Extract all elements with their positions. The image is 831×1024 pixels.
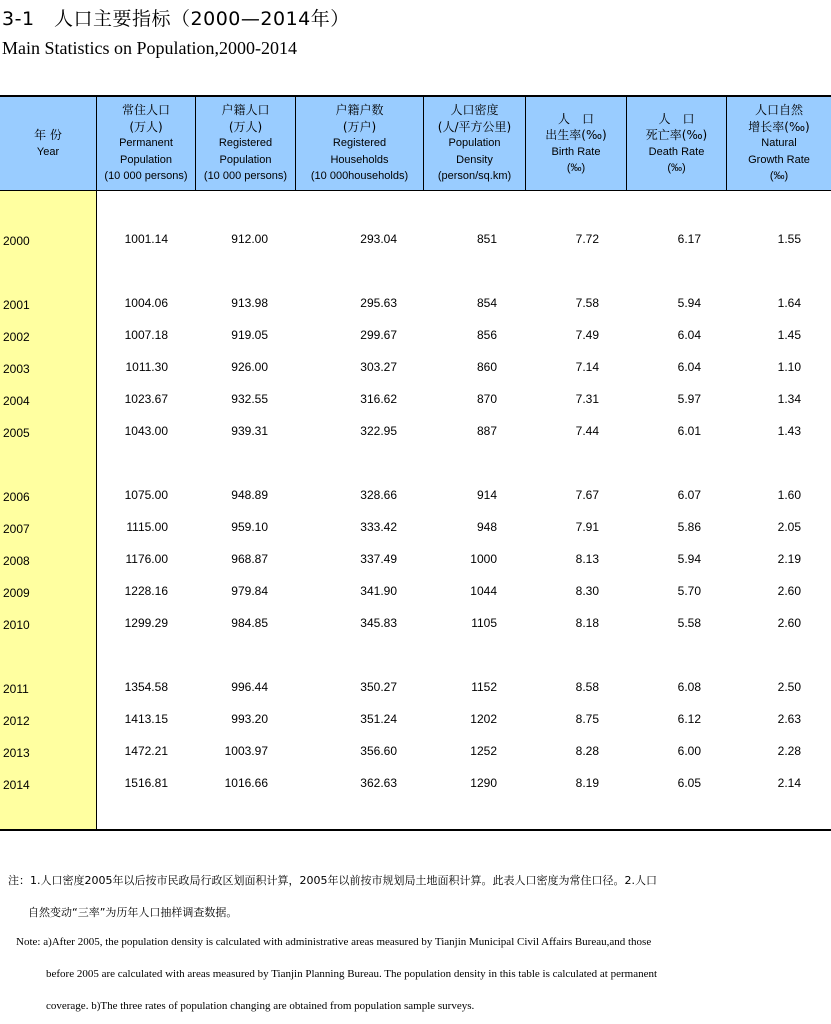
header-cn-sublabel: 死亡率(‰)	[645, 128, 708, 142]
table-row	[0, 488, 831, 508]
header-en-label: (‰)	[667, 162, 686, 174]
cell-permanent-population: 1011.30	[125, 360, 168, 374]
cell-natural-growth-rate: 1.43	[777, 424, 801, 438]
header-en-label: (‰)	[566, 162, 586, 174]
header-cn-sublabel: (万户)	[342, 119, 377, 134]
cell-registered-population: 979.84	[231, 584, 268, 598]
table-row	[0, 744, 831, 764]
cell-year: 2001	[3, 298, 30, 312]
cell-permanent-population: 1413.15	[124, 712, 168, 726]
cell-death-rate: 5.86	[677, 520, 701, 534]
cell-year: 2012	[3, 714, 30, 728]
cell-registered-population: 932.55	[231, 392, 268, 406]
cell-natural-growth-rate: 2.60	[777, 584, 801, 598]
header-cn-label: 年 份	[34, 128, 62, 142]
cell-year: 2009	[3, 586, 30, 600]
cell-birth-rate: 7.44	[575, 424, 599, 438]
header-registered-population	[196, 97, 295, 190]
cell-population-density: 1105	[471, 616, 497, 630]
cell-permanent-population: 1023.67	[124, 392, 168, 406]
cell-birth-rate: 8.58	[575, 680, 599, 694]
cell-registered-population: 1016.66	[224, 776, 268, 790]
cell-death-rate: 5.97	[677, 392, 701, 406]
header-cn-sublabel: (万人)	[129, 119, 163, 134]
note-cn-line-2: 自然变动“三率”为历年人口抽样调查数据。	[28, 906, 238, 919]
cell-year: 2005	[3, 426, 30, 440]
cell-death-rate: 6.08	[677, 680, 701, 694]
cell-population-density: 1152	[471, 680, 497, 694]
header-en-label: Households	[330, 153, 389, 166]
cell-death-rate: 6.12	[677, 712, 701, 726]
cell-natural-growth-rate: 2.05	[777, 520, 801, 534]
cell-registered-population: 939.31	[231, 424, 268, 438]
cell-registered-households: 316.62	[360, 392, 397, 406]
cell-population-density: 948	[476, 520, 497, 534]
cell-death-rate: 6.04	[677, 360, 701, 374]
cell-permanent-population: 1516.81	[124, 776, 168, 790]
header-divider	[626, 97, 627, 190]
cell-population-density: 887	[476, 424, 497, 438]
header-cn-sublabel: 出生率(‰)	[545, 128, 607, 142]
table-row	[0, 552, 831, 572]
cell-population-density: 1202	[470, 712, 497, 726]
cell-natural-growth-rate: 2.19	[777, 552, 801, 566]
cell-registered-households: 351.24	[360, 712, 397, 726]
cell-death-rate: 6.07	[677, 488, 701, 502]
header-cn-sublabel: 增长率(‰)	[748, 119, 810, 134]
cell-registered-households: 293.04	[360, 232, 397, 246]
table-bottom-rule	[0, 829, 831, 831]
table-row	[0, 360, 831, 380]
cell-registered-households: 350.27	[360, 680, 397, 694]
cell-natural-growth-rate: 2.63	[777, 712, 801, 726]
cell-permanent-population: 1007.18	[124, 328, 168, 342]
cell-registered-households: 345.83	[360, 616, 397, 630]
header-en-label: Population	[219, 153, 272, 166]
cell-natural-growth-rate: 1.45	[777, 328, 801, 342]
cell-natural-growth-rate: 1.60	[777, 488, 801, 502]
cell-birth-rate: 8.19	[575, 776, 599, 790]
cell-registered-population: 926.00	[231, 360, 268, 374]
table-title-chinese: 3-1 人口主要指标（2000—2014年）	[2, 8, 350, 30]
table-title-english: Main Statistics on Population,2000-2014	[2, 38, 297, 58]
header-en-label: Population	[448, 137, 501, 150]
cell-registered-households: 328.66	[360, 488, 397, 502]
cell-population-density: 1044	[470, 584, 497, 598]
cell-year: 2003	[3, 362, 30, 376]
cell-population-density: 1000	[470, 552, 497, 566]
header-natural-growth-rate	[727, 97, 831, 190]
cell-death-rate: 6.05	[677, 776, 701, 790]
cell-registered-households: 341.90	[360, 584, 397, 598]
header-birth-rate	[526, 97, 626, 190]
cell-registered-households: 303.27	[360, 360, 397, 374]
cell-birth-rate: 8.75	[575, 712, 599, 726]
header-population-density	[424, 97, 525, 190]
cell-natural-growth-rate: 2.14	[777, 776, 801, 790]
cell-year: 2006	[3, 490, 30, 504]
cell-population-density: 856	[476, 328, 497, 342]
header-en-label: Natural	[761, 137, 797, 150]
note-cn-line-1: 注：1.人口密度2005年以后按市民政局行政区划面积计算，2005年以前按市规划局土地面积计算。此表人口密度为常住口径。2.人口	[8, 874, 657, 887]
header-cn-label: 户籍人口	[221, 103, 270, 118]
cell-population-density: 1290	[470, 776, 497, 790]
cell-death-rate: 6.17	[677, 232, 701, 246]
cell-year: 2002	[3, 330, 30, 344]
cell-year: 2008	[3, 554, 30, 568]
cell-registered-population: 1003.97	[224, 744, 268, 758]
header-en-label: Year	[36, 145, 60, 158]
table-header	[0, 97, 831, 191]
cell-registered-households: 362.63	[360, 776, 397, 790]
cell-registered-population: 919.05	[231, 328, 268, 342]
table-row	[0, 584, 831, 604]
cell-natural-growth-rate: 1.10	[777, 360, 801, 374]
cell-permanent-population: 1472.21	[124, 744, 168, 758]
cell-population-density: 914	[476, 488, 497, 502]
cell-birth-rate: 7.31	[575, 392, 599, 406]
header-cn-sublabel: (万人)	[228, 119, 263, 134]
cell-year: 2014	[3, 778, 30, 792]
cell-population-density: 851	[476, 232, 497, 246]
header-death-rate	[627, 97, 726, 190]
cell-registered-population: 984.85	[231, 616, 268, 630]
cell-permanent-population: 1043.00	[124, 424, 168, 438]
cell-registered-population: 968.87	[231, 552, 268, 566]
cell-year: 2007	[3, 522, 30, 536]
header-cn-label: 人 口	[658, 111, 695, 126]
header-divider	[423, 97, 424, 190]
cell-population-density: 1252	[470, 744, 497, 758]
header-en-label: Birth Rate	[551, 145, 601, 158]
table-row	[0, 712, 831, 732]
note-en-line-2: before 2005 are calculated with areas measured by Tianjin Planning Bureau. The population density in this table is calculated at permanent	[46, 968, 658, 980]
cell-natural-growth-rate: 2.28	[777, 744, 801, 758]
cell-year: 2013	[3, 746, 30, 760]
cell-population-density: 870	[476, 392, 497, 406]
header-en-label: Density	[456, 153, 493, 166]
header-divider	[525, 97, 526, 190]
cell-birth-rate: 7.14	[575, 360, 599, 374]
header-en-label: (10 000 persons)	[203, 170, 288, 183]
cell-natural-growth-rate: 2.50	[777, 680, 801, 694]
cell-permanent-population: 1228.16	[124, 584, 168, 598]
cell-registered-population: 913.98	[231, 296, 268, 310]
cell-birth-rate: 7.49	[575, 328, 599, 342]
cell-permanent-population: 1354.58	[124, 680, 168, 694]
header-en-label: Death Rate	[648, 145, 705, 158]
cell-death-rate: 5.94	[677, 296, 701, 310]
table-row	[0, 392, 831, 412]
cell-death-rate: 5.58	[677, 616, 701, 630]
cell-population-density: 854	[476, 296, 497, 310]
cell-birth-rate: 7.67	[575, 488, 599, 502]
cell-birth-rate: 8.28	[575, 744, 599, 758]
header-en-label: Registered	[332, 137, 387, 150]
cell-year: 2004	[3, 394, 30, 408]
header-en-label: (person/sq.km)	[437, 170, 512, 183]
table-row	[0, 232, 831, 252]
header-cn-label: 户籍户数	[335, 103, 384, 118]
header-divider	[726, 97, 727, 190]
cell-natural-growth-rate: 1.55	[777, 232, 801, 246]
cell-birth-rate: 7.58	[575, 296, 599, 310]
year-column-highlight	[0, 191, 96, 829]
header-registered-households	[296, 97, 423, 190]
cell-registered-households: 337.49	[360, 552, 397, 566]
header-en-label: Permanent	[119, 137, 173, 150]
cell-permanent-population: 1115.00	[126, 520, 168, 534]
cell-permanent-population: 1075.00	[124, 488, 168, 502]
cell-year: 2010	[3, 618, 30, 632]
cell-permanent-population: 1001.14	[124, 232, 168, 246]
table-row	[0, 680, 831, 700]
table-row	[0, 328, 831, 348]
header-cn-label: 常住人口	[121, 103, 170, 118]
cell-death-rate: 6.00	[677, 744, 701, 758]
cell-permanent-population: 1176.00	[125, 552, 168, 566]
cell-registered-population: 948.89	[231, 488, 268, 502]
header-en-label: (10 000households)	[310, 170, 409, 183]
cell-registered-households: 295.63	[360, 296, 397, 310]
header-divider	[96, 97, 97, 190]
cell-registered-population: 993.20	[231, 712, 268, 726]
cell-registered-population: 959.10	[231, 520, 268, 534]
cell-death-rate: 5.70	[677, 584, 701, 598]
cell-natural-growth-rate: 1.34	[777, 392, 801, 406]
cell-permanent-population: 1004.06	[124, 296, 168, 310]
header-en-label: (10 000 persons)	[104, 170, 188, 183]
header-permanent-population	[97, 97, 195, 190]
header-divider	[295, 97, 296, 190]
table-row	[0, 296, 831, 316]
header-cn-sublabel: (人/平方公里)	[437, 119, 512, 134]
table-row	[0, 776, 831, 796]
header-en-label: Growth Rate	[748, 153, 810, 166]
note-en-line-1: Note: a)After 2005, the population density is calculated with administrative areas measured by Tianjin Municipal Civil Affairs Bureau,and those	[16, 936, 652, 948]
cell-birth-rate: 7.91	[575, 520, 599, 534]
header-en-label: Population	[120, 153, 172, 166]
cell-registered-households: 299.67	[360, 328, 397, 342]
table-row	[0, 424, 831, 444]
header-en-label: Registered	[218, 137, 273, 150]
cell-registered-households: 333.42	[360, 520, 397, 534]
cell-registered-households: 356.60	[360, 744, 397, 758]
cell-population-density: 860	[476, 360, 497, 374]
table-row	[0, 616, 831, 636]
cell-death-rate: 6.04	[677, 328, 701, 342]
cell-birth-rate: 8.30	[575, 584, 599, 598]
cell-permanent-population: 1299.29	[124, 616, 168, 630]
cell-year: 2000	[3, 234, 30, 248]
cell-registered-population: 912.00	[231, 232, 268, 246]
header-cn-label: 人口自然	[754, 103, 803, 118]
cell-registered-households: 322.95	[360, 424, 397, 438]
header-divider	[195, 97, 196, 190]
cell-registered-population: 996.44	[231, 680, 268, 694]
header-en-label: (‰)	[769, 170, 789, 183]
cell-natural-growth-rate: 2.60	[777, 616, 801, 630]
header-cn-label: 人口密度	[450, 103, 499, 118]
cell-birth-rate: 8.13	[575, 552, 599, 566]
cell-death-rate: 5.94	[677, 552, 701, 566]
header-year	[0, 97, 96, 190]
year-column-border	[96, 191, 97, 829]
cell-year: 2011	[3, 682, 29, 696]
cell-death-rate: 6.01	[677, 424, 701, 438]
cell-birth-rate: 7.72	[575, 232, 599, 246]
cell-birth-rate: 8.18	[575, 616, 599, 630]
table-row	[0, 520, 831, 540]
cell-natural-growth-rate: 1.64	[777, 296, 801, 310]
note-en-line-3: coverage. b)The three rates of population changing are obtained from population sample surveys.	[46, 1000, 475, 1012]
header-cn-label: 人 口	[557, 111, 594, 126]
